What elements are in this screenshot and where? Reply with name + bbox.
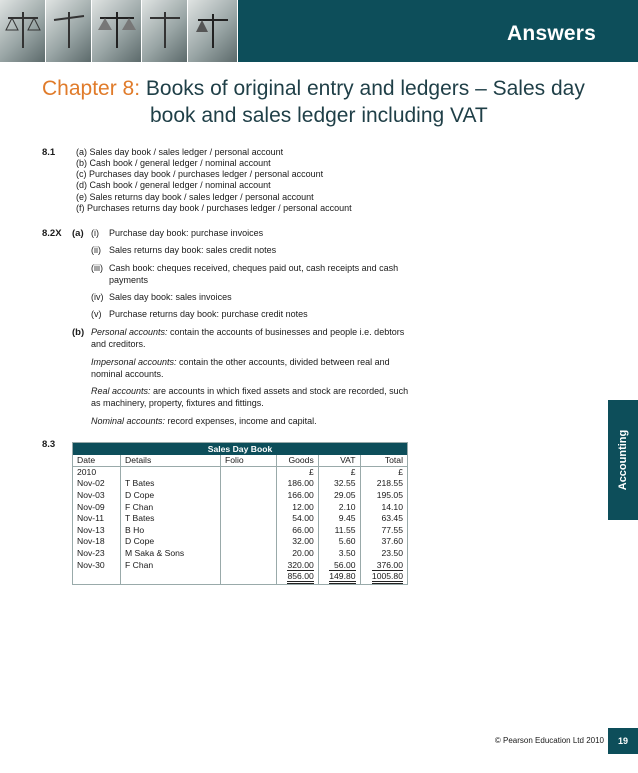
table-cell: M Saka & Sons	[121, 547, 221, 559]
table-cell: T Bates	[121, 512, 221, 524]
table-cell: 376.00	[376, 559, 403, 570]
table-cell: 195.05	[376, 490, 403, 501]
question-number-8-2x: 8.2X	[42, 228, 62, 239]
answer-line: payments	[109, 275, 149, 285]
table-cell: 166.00	[277, 489, 319, 501]
table-cell	[221, 501, 277, 513]
side-tab-label: Accounting	[617, 429, 629, 491]
table-cell: Nov-18	[73, 536, 121, 548]
table-header-row	[73, 455, 408, 467]
definition	[91, 357, 390, 368]
table-cell	[221, 547, 277, 559]
question-number-8-1: 8.1	[42, 147, 56, 158]
table-cell: 23.50	[381, 548, 403, 559]
definition-text: nominal accounts.	[91, 369, 164, 379]
definition-term: Real accounts:	[91, 386, 151, 396]
header-image-strip	[0, 0, 238, 62]
answer-line: Purchase returns day book: purchase credit notes	[109, 309, 308, 319]
scales-image	[46, 0, 92, 62]
table-cell: 2.10	[318, 501, 360, 513]
vat-total: 149.80	[329, 570, 355, 584]
table-cell	[221, 478, 277, 490]
table-cell: 56.00	[318, 559, 360, 571]
part-a-label: (a)	[72, 228, 84, 239]
column-header: Total	[360, 455, 407, 467]
chapter-title-line2: book and sales ledger including VAT	[150, 104, 488, 127]
column-header: Folio	[221, 455, 277, 467]
table-cell: 320.00	[277, 559, 319, 571]
table-row	[73, 536, 408, 548]
table-cell: Nov-09	[73, 501, 121, 513]
table-cell: 186.00	[277, 478, 319, 490]
chapter-label: Chapter 8:	[42, 77, 141, 100]
table-cell	[121, 466, 221, 478]
table-cell: Nov-11	[73, 512, 121, 524]
column-header: VAT	[318, 455, 360, 467]
table-title: Sales Day Book	[73, 443, 408, 455]
grand-total: 1005.80	[372, 570, 403, 584]
definition-text: as machinery, property, fixtures and fittings.	[91, 398, 264, 408]
table-cell: £	[277, 466, 319, 478]
table-cell	[221, 559, 277, 571]
roman-label: (iv)	[91, 292, 104, 302]
table-cell	[121, 570, 221, 585]
table-cell: 12.00	[277, 501, 319, 513]
scales-image	[142, 0, 188, 62]
table-row	[73, 524, 408, 536]
definition-term: Impersonal accounts:	[91, 357, 177, 367]
table-cell: 63.45	[381, 513, 403, 524]
table-row	[73, 489, 408, 501]
answer-line: (c) Purchases day book / purchases ledger / personal account	[76, 169, 324, 179]
chapter-heading	[42, 75, 602, 129]
part-b-label: (b)	[72, 327, 85, 338]
table-cell: 54.00	[277, 512, 319, 524]
table-cell: 32.55	[318, 478, 360, 490]
roman-label: (iii)	[91, 263, 103, 273]
definition	[91, 416, 317, 427]
table-cell	[73, 570, 121, 585]
column-header: Date	[73, 455, 121, 467]
table-cell: 9.45	[318, 512, 360, 524]
table-cell: Nov-13	[73, 524, 121, 536]
table-cell: T Bates	[121, 478, 221, 490]
table-row	[73, 501, 408, 513]
table-cell: 5.60	[318, 536, 360, 548]
table-cell: £	[398, 467, 403, 478]
table-cell: 20.00	[277, 547, 319, 559]
table-row	[73, 547, 408, 559]
question-number-8-3: 8.3	[42, 439, 56, 450]
table-cell: Nov-23	[73, 547, 121, 559]
answer-line: (d) Cash book / general ledger / nominal account	[76, 180, 271, 190]
roman-label: (v)	[91, 309, 102, 319]
copyright-text: © Pearson Education Ltd 2010	[494, 736, 604, 745]
table-cell: F Chan	[121, 559, 221, 571]
definition-term: Personal accounts:	[91, 327, 168, 337]
answer-line: (b) Cash book / general ledger / nominal account	[76, 158, 271, 168]
answer-line: (a) Sales day book / sales ledger / personal account	[76, 147, 284, 157]
scales-image	[92, 0, 142, 62]
page-number: 19	[608, 728, 638, 754]
side-tab	[608, 400, 638, 520]
table-row	[73, 478, 408, 490]
definition-text: record expenses, income and capital.	[165, 416, 317, 426]
definition-term: Nominal accounts:	[91, 416, 166, 426]
definition	[91, 386, 408, 397]
definition-text: and creditors.	[91, 339, 146, 349]
table-cell: F Chan	[121, 501, 221, 513]
table-cell: D Cope	[121, 536, 221, 548]
table-row	[73, 559, 408, 571]
footer	[0, 728, 638, 754]
sales-day-book-table	[72, 442, 408, 585]
table-cell: 2010	[73, 466, 121, 478]
table-cell	[221, 512, 277, 524]
table-cell: Nov-03	[73, 489, 121, 501]
scales-image	[188, 0, 238, 62]
answer-line: (e) Sales returns day book / sales ledger / personal account	[76, 192, 314, 202]
goods-total: 856.00	[287, 570, 313, 584]
answer-line: Sales day book: sales invoices	[109, 292, 232, 302]
table-cell: B Ho	[121, 524, 221, 536]
table-cell: 66.00	[277, 524, 319, 536]
definition	[91, 327, 404, 338]
scales-image	[0, 0, 46, 62]
table-cell: Nov-30	[73, 559, 121, 571]
chapter-title-line1: Books of original entry and ledgers – Sales day	[145, 77, 585, 100]
column-header: Details	[121, 455, 221, 467]
table-cell: 11.55	[318, 524, 360, 536]
table-cell: 14.10	[381, 501, 403, 512]
table-cell: £	[318, 466, 360, 478]
table-row	[73, 466, 408, 478]
table-cell	[221, 536, 277, 548]
table-cell	[221, 524, 277, 536]
roman-label: (i)	[91, 228, 99, 238]
table-cell: 29.05	[318, 489, 360, 501]
table-cell	[221, 489, 277, 501]
table-cell: 218.55	[376, 478, 403, 489]
header-bar	[0, 0, 638, 62]
answer-line: (f) Purchases returns day book / purchases ledger / personal account	[76, 203, 352, 213]
answer-line: Purchase day book: purchase invoices	[109, 228, 264, 238]
table-row	[73, 512, 408, 524]
table-cell: 3.50	[318, 547, 360, 559]
definition-text: are accounts in which fixed assets and stock are recorded, such	[150, 386, 409, 396]
table-cell	[221, 570, 277, 585]
answer-line: Sales returns day book: sales credit notes	[109, 245, 277, 255]
table-cell: 77.55	[381, 524, 403, 535]
table-cell: D Cope	[121, 489, 221, 501]
table-cell: 37.60	[381, 536, 403, 547]
table-totals-row	[73, 570, 408, 585]
column-header: Goods	[277, 455, 319, 467]
roman-label: (ii)	[91, 245, 101, 255]
answer-line: Cash book: cheques received, cheques paid out, cash receipts and cash	[109, 263, 399, 273]
header-title: Answers	[507, 22, 596, 45]
definition-text: contain the accounts of businesses and people i.e. debtors	[167, 327, 405, 337]
definition-text: contain the other accounts, divided between real and	[176, 357, 390, 367]
table-cell: Nov-02	[73, 478, 121, 490]
table-cell	[221, 466, 277, 478]
table-cell: 32.00	[277, 536, 319, 548]
